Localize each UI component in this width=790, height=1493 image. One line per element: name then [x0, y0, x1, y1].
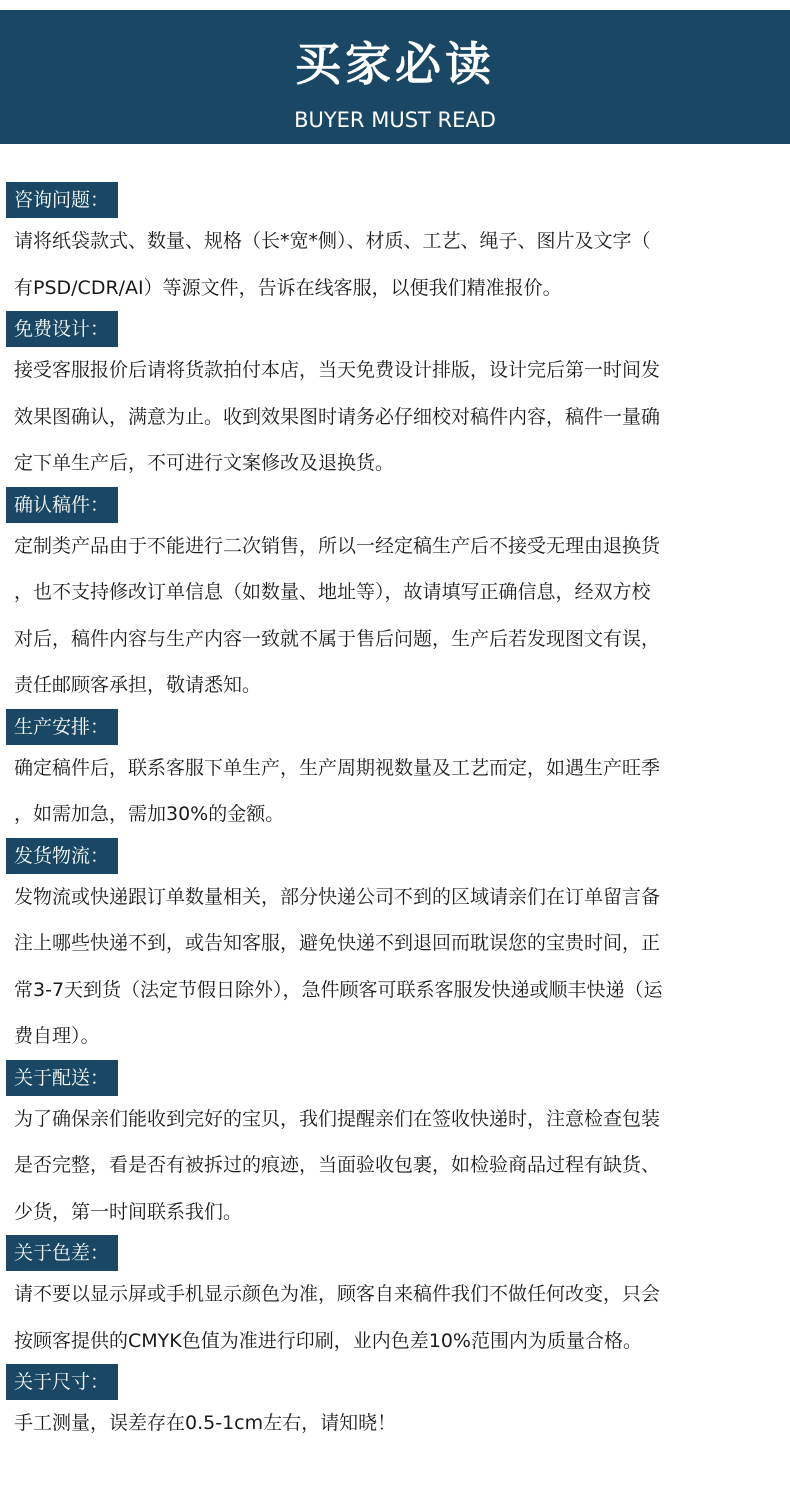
section-label: 咨询问题：: [6, 182, 118, 218]
section-label: 关于尺寸：: [6, 1364, 118, 1400]
section-inquiry: [0, 182, 790, 311]
section-line: 为了确保亲们能收到完好的宝贝，我们提醒亲们在签收快递时，注意检查包装: [14, 1107, 661, 1130]
section-line: 是否完整，看是否有被拆过的痕迹，当面验收包裹，如检验商品过程有缺货、: [14, 1154, 661, 1176]
page-subtitle: BUYER MUST READ: [294, 108, 496, 132]
section-body: [0, 347, 790, 487]
section-line: 定制类产品由于不能进行二次销售，所以一经定稿生产后不接受无理由退换货: [14, 534, 661, 557]
section-body: [0, 218, 790, 311]
section-shipping: [0, 838, 790, 1060]
header-banner: [0, 10, 790, 144]
section-production: [0, 709, 790, 838]
section-line: 手工测量，误差存在0.5-1cm左右，请知晓！: [14, 1412, 397, 1434]
section-confirm-draft: [0, 487, 790, 709]
section-line: ，如需加急，需加30%的金额。: [14, 803, 285, 825]
section-line: 少货，第一时间联系我们。: [14, 1200, 243, 1223]
section-line: 请将纸袋款式、数量、规格（长*宽*侧）、材质、工艺、绳子、图片及文字（: [14, 230, 651, 252]
section-label: 免费设计：: [6, 311, 118, 347]
section-free-design: [0, 311, 790, 487]
section-line: 对后，稿件内容与生产内容一致就不属于售后问题，生产后若发现图文有误，: [14, 627, 661, 650]
section-line: 确定稿件后，联系客服下单生产，生产周期视数量及工艺而定，如遇生产旺季: [14, 756, 661, 779]
notice-content: [0, 182, 790, 1447]
section-line: 接受客服报价后请将货款拍付本店，当天免费设计排版，设计完后第一时间发: [14, 359, 661, 381]
section-line: 请不要以显示屏或手机显示颜色为准，顾客自来稿件我们不做任何改变，只会: [14, 1283, 661, 1305]
section-body: [0, 874, 790, 1060]
page-title: 买家必读: [295, 37, 495, 91]
section-body: [0, 523, 790, 709]
section-label: 关于色差：: [6, 1235, 118, 1271]
section-label: 确认稿件：: [6, 487, 118, 523]
section-label: 发货物流：: [6, 838, 118, 874]
section-delivery: [0, 1060, 790, 1236]
section-line: 责任邮顾客承担，敬请悉知。: [14, 674, 262, 696]
section-line: 费自理）。: [14, 1025, 100, 1047]
section-body: [0, 1400, 790, 1447]
section-line: ，也不支持修改订单信息（如数量、地址等），故请填写正确信息，经双方校: [14, 581, 651, 603]
section-body: [0, 1096, 790, 1236]
section-line: 注上哪些快递不到，或告知客服，避免快递不到退回而耽误您的宝贵时间，正: [14, 932, 661, 954]
section-body: [0, 1271, 790, 1364]
section-body: [0, 745, 790, 838]
section-line: 效果图确认，满意为止。收到效果图时请务必仔细校对稿件内容，稿件一量确: [14, 405, 661, 428]
section-label: 关于配送：: [6, 1060, 118, 1096]
section-line: 有PSD/CDR/AI）等源文件，告诉在线客服，以便我们精准报价。: [14, 276, 562, 299]
section-line: 定下单生产后，不可进行文案修改及退换货。: [14, 452, 395, 474]
section-line: 常3-7天到货（法定节假日除外），急件顾客可联系客服发快递或顺丰快递（运: [14, 978, 663, 1001]
section-color-difference: [0, 1235, 790, 1364]
section-size: [0, 1364, 790, 1447]
section-label: 生产安排：: [6, 709, 118, 745]
section-line: 按顾客提供的CMYK色值为准进行印刷，业内色差10%范围内为质量合格。: [14, 1329, 642, 1352]
section-line: 发物流或快递跟订单数量相关，部分快递公司不到的区域请亲们在订单留言备: [14, 885, 661, 908]
